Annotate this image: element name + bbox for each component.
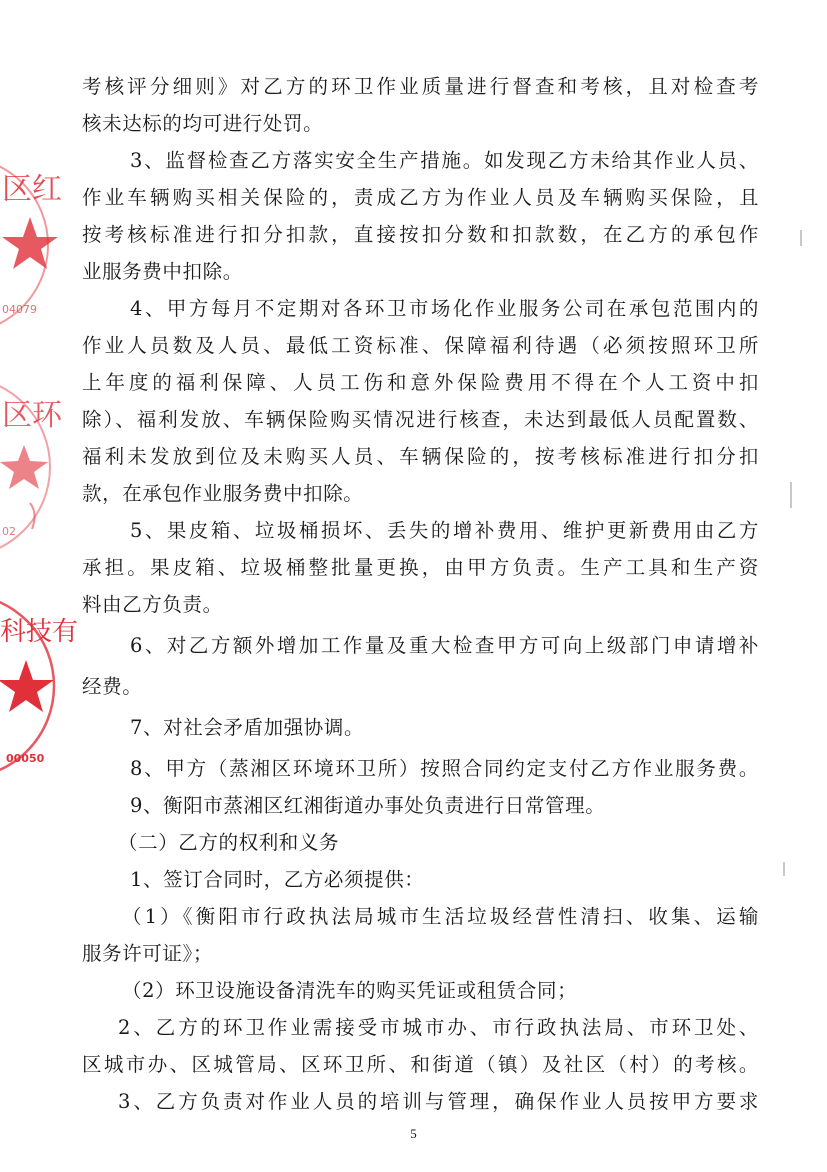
stamp-seal-3 <box>0 598 79 773</box>
stamp-seal-3-number: 00050 <box>6 752 45 765</box>
text-line: 3、监督检查乙方落实安全生产措施。如发现乙方未给其作业人员、 <box>130 149 759 172</box>
text-line: 业服务费中扣除。 <box>82 260 243 283</box>
text-line: 7、对社会矛盾加强协调。 <box>130 716 365 739</box>
scan-speck <box>790 482 792 508</box>
text-line: 8、甲方（蒸湘区环境环卫所）按照合同约定支付乙方作业服务费。 <box>130 757 759 780</box>
stamp-seal-1-number: 04079 <box>2 303 37 316</box>
text-line: 考核评分细则》对乙方的环卫作业质量进行督查和考核，且对检查考 <box>82 75 759 98</box>
stamp-seal-1-text: 区红 <box>2 172 62 207</box>
text-line: 除）、福利发放、车辆保险购买情况进行核查，未达到最低人员配置数、 <box>82 408 759 431</box>
scan-speck <box>800 230 802 246</box>
text-line: 上年度的福利保障、人员工伤和意外保险费用不得在个人工资中扣 <box>82 371 759 394</box>
text-line: 承担。果皮箱、垃圾桶整批量更换，由甲方负责。生产工具和生产资 <box>82 556 759 579</box>
text-line: 3、乙方负责对作业人员的培训与管理，确保作业人员按甲方要求 <box>118 1090 759 1113</box>
text-line: 9、衡阳市蒸湘区红湘街道办事处负责进行日常管理。 <box>130 794 606 817</box>
text-line: 2、乙方的环卫作业需接受市城市办、市行政执法局、市环卫处、 <box>118 1016 759 1039</box>
text-line: 经费。 <box>82 675 143 698</box>
page-number: 5 <box>410 1126 417 1141</box>
text-line: 1、签订合同时，乙方必须提供： <box>130 868 425 891</box>
stamp-seal-3-text: 科技有 <box>0 617 79 647</box>
stamp-seal-2 <box>0 385 62 550</box>
text-line: 作业人员数及人员、最低工资标准、保障福利待遇（必须按照环卫所 <box>82 334 759 357</box>
text-line: 核未达标的均可进行处罚。 <box>82 112 324 135</box>
stamp-seal-1 <box>0 165 62 325</box>
text-line: 4、甲方每月不定期对各环卫市场化作业服务公司在承包范围内的 <box>130 297 759 320</box>
text-line: 福利未发放到位及未购买人员、车辆保险的，按考核标准进行扣分扣 <box>82 445 759 468</box>
text-line: 区城市办、区城管局、区环卫所、和街道（镇）及社区（村）的考核。 <box>82 1053 759 1076</box>
text-line: 料由乙方负责。 <box>82 593 223 616</box>
text-line: 5、果皮箱、垃圾桶损坏、丢失的增补费用、维护更新费用由乙方 <box>130 519 759 542</box>
text-line: 作业车辆购买相关保险的，责成乙方为作业人员及车辆购买保险，且 <box>82 186 759 209</box>
text-line: （2）环卫设施设备清洗车的购买凭证或租赁合同； <box>122 979 578 1002</box>
section-heading: （二）乙方的权利和义务 <box>118 831 340 854</box>
text-line: 6、对乙方额外增加工作量及重大检查甲方可向上级部门申请增补 <box>130 634 759 657</box>
text-line: 服务许可证》； <box>82 942 213 965</box>
text-line: （1）《衡阳市行政执法局城市生活垃圾经营性清扫、收集、运输 <box>122 905 759 928</box>
text-line: 款，在承包作业服务费中扣除。 <box>82 482 364 505</box>
stamp-seal-2-text: 区环 <box>2 398 62 433</box>
scan-speck <box>783 862 785 876</box>
text-line: 按考核标准进行扣分扣款，直接按扣分数和扣款数，在乙方的承包作 <box>82 223 759 246</box>
stamp-seal-2-number: 02 <box>2 525 16 538</box>
